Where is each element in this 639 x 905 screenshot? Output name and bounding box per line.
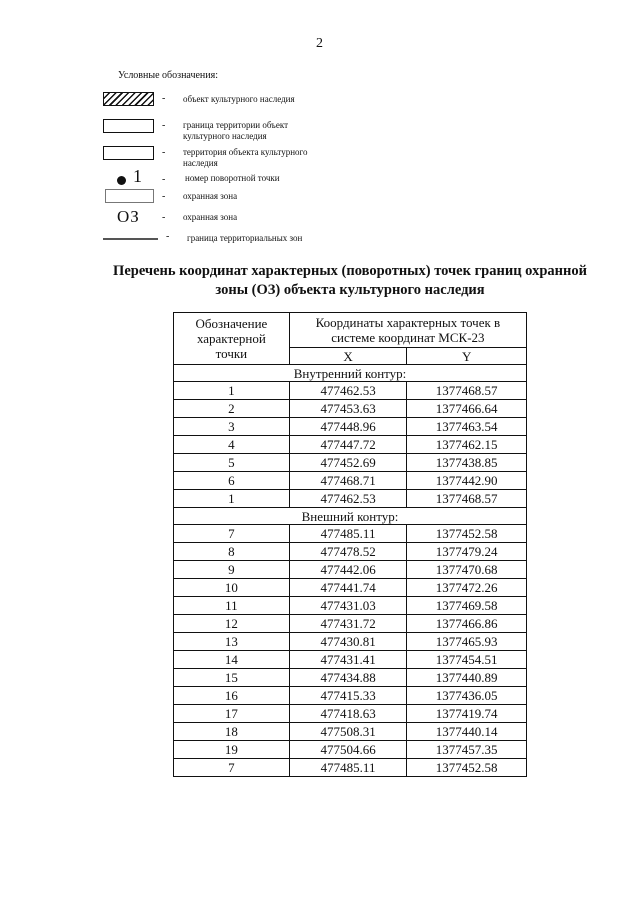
table-row bbox=[174, 418, 527, 436]
table-row bbox=[174, 723, 527, 741]
x-cell: 477462.53 bbox=[289, 490, 407, 508]
thin-box-icon bbox=[105, 189, 154, 203]
x-cell: 477431.41 bbox=[289, 651, 407, 669]
y-cell: 1377463.54 bbox=[407, 418, 527, 436]
point-cell: 2 bbox=[174, 400, 290, 418]
legend-text: территория объекта культурного наследия bbox=[183, 147, 308, 168]
y-cell: 1377436.05 bbox=[407, 687, 527, 705]
table-header-row bbox=[174, 313, 527, 348]
table-row bbox=[174, 400, 527, 418]
point-cell: 13 bbox=[174, 633, 290, 651]
table-row bbox=[174, 472, 527, 490]
x-cell: 477441.74 bbox=[289, 579, 407, 597]
point-cell: 3 bbox=[174, 418, 290, 436]
x-cell: 477508.31 bbox=[289, 723, 407, 741]
x-cell: 477478.52 bbox=[289, 543, 407, 561]
x-cell: 477447.72 bbox=[289, 436, 407, 454]
outline-box-icon bbox=[103, 146, 154, 160]
column-header-point: Обозначение характерной точки bbox=[174, 313, 290, 365]
table-row bbox=[174, 633, 527, 651]
point-cell: 15 bbox=[174, 669, 290, 687]
boundary-line-icon bbox=[103, 238, 158, 240]
table-row bbox=[174, 490, 527, 508]
legend-text: граница территории объект культурного наследия bbox=[183, 120, 289, 141]
y-cell: 1377468.57 bbox=[407, 382, 527, 400]
x-cell: 477430.81 bbox=[289, 633, 407, 651]
column-header-x: X bbox=[289, 348, 407, 365]
point-cell: 7 bbox=[174, 525, 290, 543]
zone-label: ОЗ bbox=[117, 207, 140, 226]
table-row bbox=[174, 454, 527, 472]
column-header-coords: Координаты характерных точек в системе координат МСК-23 bbox=[289, 313, 526, 348]
table-row bbox=[174, 579, 527, 597]
point-cell: 5 bbox=[174, 454, 290, 472]
x-cell: 477448.96 bbox=[289, 418, 407, 436]
table-row bbox=[174, 741, 527, 759]
point-cell: 1 bbox=[174, 382, 290, 400]
y-cell: 1377457.35 bbox=[407, 741, 527, 759]
x-cell: 477452.69 bbox=[289, 454, 407, 472]
y-cell: 1377470.68 bbox=[407, 561, 527, 579]
point-number-label: 1 bbox=[133, 166, 142, 186]
point-cell: 7 bbox=[174, 759, 290, 777]
table-row bbox=[174, 705, 527, 723]
x-cell: 477434.88 bbox=[289, 669, 407, 687]
y-cell: 1377462.15 bbox=[407, 436, 527, 454]
x-cell: 477485.11 bbox=[289, 759, 407, 777]
point-cell: 6 bbox=[174, 472, 290, 490]
point-cell: 19 bbox=[174, 741, 290, 759]
x-cell: 477468.71 bbox=[289, 472, 407, 490]
point-cell: 11 bbox=[174, 597, 290, 615]
page-number: 2 bbox=[316, 36, 323, 51]
point-cell: 1 bbox=[174, 490, 290, 508]
point-icon bbox=[117, 176, 126, 185]
coordinates-table bbox=[173, 312, 527, 777]
x-cell: 477418.63 bbox=[289, 705, 407, 723]
y-cell: 1377454.51 bbox=[407, 651, 527, 669]
column-header-y: Y bbox=[407, 348, 527, 365]
y-cell: 1377468.57 bbox=[407, 490, 527, 508]
table-row bbox=[174, 615, 527, 633]
point-cell: 18 bbox=[174, 723, 290, 741]
section-row bbox=[174, 508, 527, 525]
point-cell: 16 bbox=[174, 687, 290, 705]
y-cell: 1377452.58 bbox=[407, 759, 527, 777]
y-cell: 1377466.86 bbox=[407, 615, 527, 633]
y-cell: 1377479.24 bbox=[407, 543, 527, 561]
x-cell: 477415.33 bbox=[289, 687, 407, 705]
x-cell: 477442.06 bbox=[289, 561, 407, 579]
legend-title: Условные обозначения: bbox=[118, 70, 219, 81]
y-cell: 1377469.58 bbox=[407, 597, 527, 615]
legend-text: объект культурного наследия bbox=[183, 94, 295, 104]
y-cell: 1377440.89 bbox=[407, 669, 527, 687]
table-row bbox=[174, 651, 527, 669]
section-title: Внутренний контур: bbox=[174, 365, 527, 382]
table-row bbox=[174, 561, 527, 579]
outline-box-icon bbox=[103, 119, 154, 133]
point-cell: 14 bbox=[174, 651, 290, 669]
legend-text: охранная зона bbox=[183, 191, 238, 201]
legend-text: граница территориальных зон bbox=[187, 233, 303, 243]
point-cell: 17 bbox=[174, 705, 290, 723]
legend-text: охранная зона bbox=[183, 212, 238, 222]
point-cell: 12 bbox=[174, 615, 290, 633]
x-cell: 477431.03 bbox=[289, 597, 407, 615]
table-row bbox=[174, 687, 527, 705]
y-cell: 1377452.58 bbox=[407, 525, 527, 543]
document-heading: Перечень координат характерных (поворотных) точек границ охранной зоны (ОЗ) объекта культурного наследия bbox=[113, 263, 587, 298]
x-cell: 477504.66 bbox=[289, 741, 407, 759]
y-cell: 1377442.90 bbox=[407, 472, 527, 490]
point-cell: 9 bbox=[174, 561, 290, 579]
y-cell: 1377472.26 bbox=[407, 579, 527, 597]
y-cell: 1377440.14 bbox=[407, 723, 527, 741]
x-cell: 477431.72 bbox=[289, 615, 407, 633]
table-row bbox=[174, 759, 527, 777]
y-cell: 1377466.64 bbox=[407, 400, 527, 418]
point-cell: 10 bbox=[174, 579, 290, 597]
x-cell: 477453.63 bbox=[289, 400, 407, 418]
y-cell: 1377419.74 bbox=[407, 705, 527, 723]
table-row bbox=[174, 525, 527, 543]
y-cell: 1377438.85 bbox=[407, 454, 527, 472]
x-cell: 477485.11 bbox=[289, 525, 407, 543]
table-row bbox=[174, 669, 527, 687]
point-cell: 8 bbox=[174, 543, 290, 561]
point-cell: 4 bbox=[174, 436, 290, 454]
section-row bbox=[174, 365, 527, 382]
section-title: Внешний контур: bbox=[174, 508, 527, 525]
table-row bbox=[174, 436, 527, 454]
table-row bbox=[174, 543, 527, 561]
table-row bbox=[174, 382, 527, 400]
y-cell: 1377465.93 bbox=[407, 633, 527, 651]
x-cell: 477462.53 bbox=[289, 382, 407, 400]
table-row bbox=[174, 597, 527, 615]
legend-text: номер поворотной точки bbox=[185, 173, 280, 183]
hatched-box-icon bbox=[103, 92, 154, 106]
